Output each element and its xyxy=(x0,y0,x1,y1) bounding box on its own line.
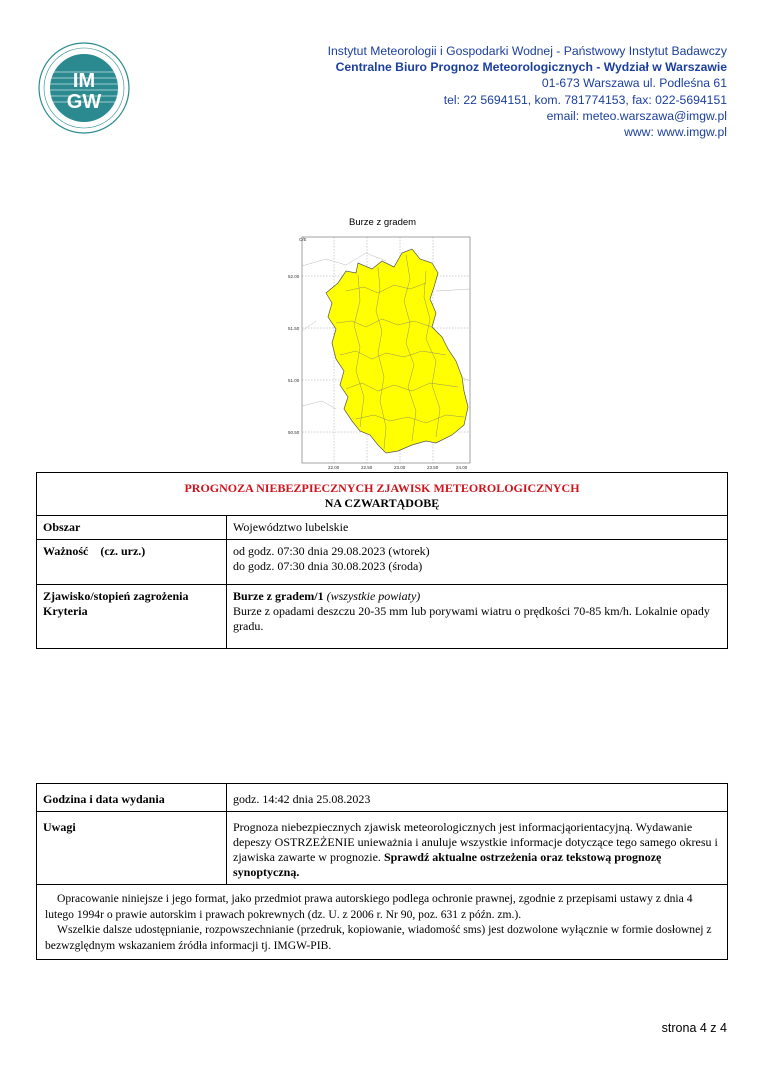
imgw-logo xyxy=(38,42,130,134)
map-lon-label-4: 23.50 xyxy=(427,465,439,470)
map-lat-label-2: 51.50 xyxy=(288,326,300,331)
phenomenon-criteria: Burze z opadami deszczu 20-35 mm lub porywami wiatru o prędkości 70-85 km/h. Lokalnie opady gradu. xyxy=(233,604,710,633)
remarks-bold-text: Sprawdź aktualne ostrzeżenia oraz tekstową prognozę synoptyczną. xyxy=(233,850,662,879)
map-title: Burze z gradem xyxy=(349,217,417,228)
issue-table xyxy=(36,783,728,960)
phenomenon-value xyxy=(227,585,728,649)
header-website[interactable]: www: www.imgw.pl xyxy=(624,125,727,140)
area-label: Obszar xyxy=(37,516,227,540)
page-number: strona 4 z 4 xyxy=(661,1021,727,1035)
logo-text-top: IM xyxy=(72,70,96,92)
phenomenon-label-line1: Zjawisko/stopień zagrożenia xyxy=(43,589,189,603)
map-corner-label: C/E xyxy=(299,237,307,242)
phenomenon-label-line2: Kryteria xyxy=(43,604,88,618)
validity-value xyxy=(227,540,728,585)
map-lon-label-1: 22.00 xyxy=(328,465,340,470)
forecast-title-line2: NA CZWARTĄDOBĘ xyxy=(324,496,440,510)
header-institute-name: Instytut Meteorologii i Gospodarki Wodnej - Państwowy Instytut Badawczy xyxy=(327,44,727,58)
validity-from: od godz. 07:30 dnia 29.08.2023 (wtorek) xyxy=(233,544,430,558)
validity-to: do godz. 07:30 dnia 30.08.2023 (środa) xyxy=(233,559,423,573)
map-lat-label-3: 51.00 xyxy=(288,378,300,383)
copyright-paragraph-1: Opracowanie niniejsze i jego format, jako przedmiot prawa autorskiego podlega ochronie prawnej, zgodnie z przepisami ustawy z dnia 4 lutego 1994r o prawie autorskim i prawach pokrewnych (dz. U. z 2006 r. Nr 90, poz. 631 z późn. zm.). xyxy=(45,892,693,921)
map-lat-label-1: 52.00 xyxy=(288,274,300,279)
institute-header xyxy=(328,43,727,140)
forecast-title-line1: PROGNOZA NIEBEZPIECZNYCH ZJAWISK METEOROLOGICZNYCH xyxy=(184,481,580,495)
forecast-title xyxy=(37,473,728,516)
header-email[interactable]: email: meteo.warszawa@imgw.pl xyxy=(546,108,727,123)
remarks-value xyxy=(227,812,728,885)
remarks-label: Uwagi xyxy=(37,812,227,885)
issued-value: godz. 14:42 dnia 25.08.2023 xyxy=(227,784,728,812)
map-lon-label-3: 23.00 xyxy=(394,465,406,470)
copyright-notice xyxy=(37,885,728,960)
map-lon-label-2: 22.50 xyxy=(361,465,373,470)
area-value: Województwo lubelskie xyxy=(227,516,728,540)
logo-text-bottom: GW xyxy=(66,91,102,113)
issued-label: Godzina i data wydania xyxy=(37,784,227,812)
validity-label: Ważność (cz. urz.) xyxy=(37,540,227,585)
copyright-paragraph-2: Wszelkie dalsze udostępnianie, rozpowszechnianie (przedruk, kopiowanie, wiadomość sms) jest dozwolone wyłącznie w formie dosłownej z bezwzględnym wskazaniem źródła informacji tj. IMGW-PIB. xyxy=(45,923,712,952)
warning-map xyxy=(286,231,476,471)
remarks-text: Prognoza niebezpiecznych zjawisk meteorologicznych jest informacjąorientacyjną. Wydawanie depeszy OSTRZEŻENIE unieważnia i anuluje wszystkie informacje dotyczące tego samego okresu i zjawiska zawarte w prognozie. xyxy=(233,820,718,864)
phenomenon-scope: (wszystkie powiaty) xyxy=(326,589,421,603)
forecast-table xyxy=(36,472,728,649)
phenomenon-label xyxy=(37,585,227,649)
map-lon-label-5: 24.00 xyxy=(456,465,468,470)
header-phone: tel: 22 5694151, kom. 781774153, fax: 022-5694151 xyxy=(443,92,727,107)
phenomenon-name: Burze z gradem/1 xyxy=(233,589,324,603)
header-office-name: Centralne Biuro Prognoz Meteorologicznych - Wydział w Warszawie xyxy=(335,60,727,75)
header-address: 01-673 Warszawa ul. Podleśna 61 xyxy=(541,76,727,91)
map-lat-label-4: 50.50 xyxy=(288,430,300,435)
